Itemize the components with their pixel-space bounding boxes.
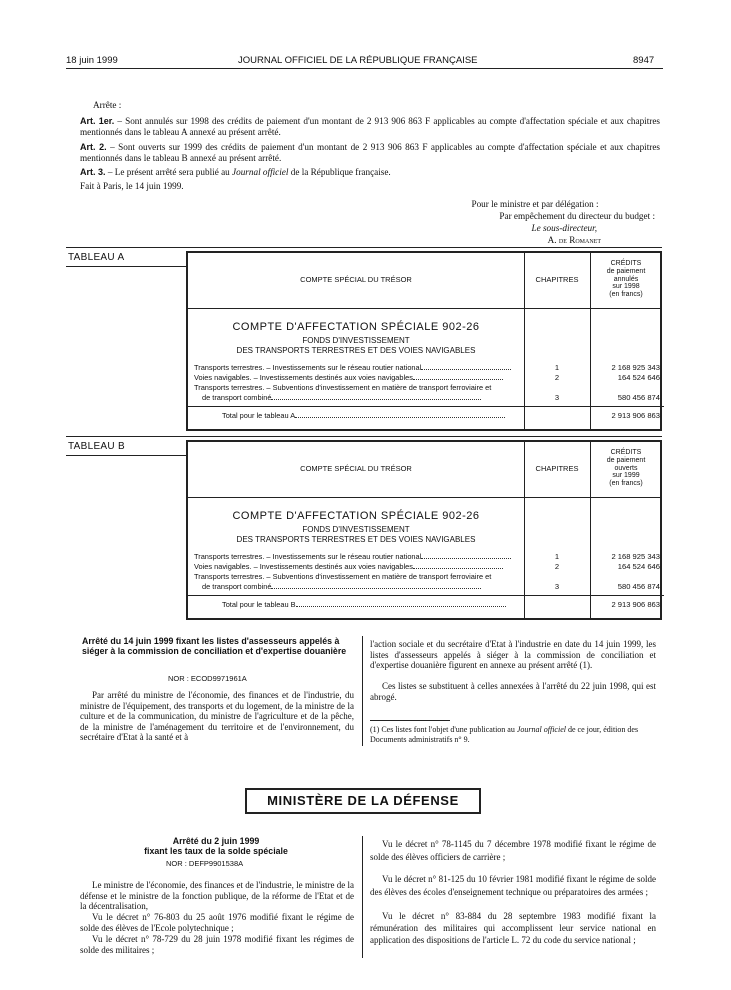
tableau-a-top-rule: [66, 247, 662, 248]
credits-line: CRÉDITS: [610, 449, 642, 456]
row-label: Transports terrestres. – Subventions d'investissement en matière de transport ferroviaire et: [194, 572, 492, 581]
row-amount: 580 456 874: [617, 582, 660, 591]
tableau-b-sub-1: FONDS D'INVESTISSEMENT: [302, 525, 410, 534]
footnote-text-a: (1) Ces listes font l'objet d'une publication au: [370, 725, 517, 734]
signature-line-2: Par empêchement du directeur du budget :: [499, 211, 655, 221]
header-rule: [66, 68, 663, 69]
header-journal-title: JOURNAL OFFICIEL DE LA RÉPUBLIQUE FRANÇAISE: [238, 55, 478, 66]
tableau-a-total: 2 913 906 863: [611, 411, 660, 420]
table-row: [194, 562, 524, 572]
article-3-label: Art. 3.: [80, 167, 106, 177]
tableau-b-total-row: [222, 600, 552, 610]
row-label: Transports terrestres. – Investissements sur le réseau routier national: [194, 552, 422, 561]
table-row: [194, 383, 524, 393]
assesseurs-paragraph-2: l'action sociale et du secrétaire d'Etat à l'industrie en date du 14 juin 1999, les listes d'assesseurs appelés à siéger à la commission de conciliation et d'expertise douanière figurent en annexe au présent arrêté (1).: [370, 639, 656, 671]
article-3-text-a: – Le présent arrêté sera publié au: [105, 167, 233, 177]
row-label: Voies navigables. – Investissements destinés aux voies navigables: [194, 562, 413, 571]
row-label: Voies navigables. – Investissements destinés aux voies navigables: [194, 373, 413, 382]
tableau-b-col-chapitres: CHAPITRES: [535, 464, 579, 473]
row-label: Transports terrestres. – Investissements sur le réseau routier national: [194, 363, 422, 372]
credits-line: (en francs): [609, 480, 643, 488]
header-page-number: 8947: [633, 55, 655, 66]
row-amount: 580 456 874: [617, 393, 660, 402]
table-row: [194, 572, 524, 582]
assesseurs-nor: NOR : ECOD9971961A: [168, 674, 247, 683]
credits-line: (en francs): [609, 291, 643, 299]
tableau-a: [186, 251, 662, 431]
tableau-a-label: TABLEAU A: [68, 252, 125, 263]
assesseurs-paragraph-1: Par arrêté du ministre de l'économie, des finances et de l'industrie, du ministre de l'équipement, des transports et du logement, de la ministre de la culture et de la communication, du ministre de l'agriculture et de la pêche, de la ministre de l'aménagement du territoire et de l'environnement, du secrétaire d'Etat à la santé et à: [80, 690, 354, 743]
signature-line-3: Le sous-directeur,: [531, 223, 597, 233]
leader-dots: [413, 568, 503, 569]
leader-dots: [296, 606, 506, 607]
tableau-a-account-title: COMPTE D'AFFECTATION SPÉCIALE 902-26: [232, 321, 480, 333]
row-amount: 164 524 646: [617, 373, 660, 382]
leader-dots: [421, 558, 511, 559]
leader-dots: [271, 588, 481, 589]
assesseurs-paragraph-3: Ces listes se substituent à celles annexées à l'arrêté du 22 juin 1998, qui est abrogé.: [370, 681, 656, 702]
tableau-a-sub-1: FONDS D'INVESTISSEMENT: [302, 336, 410, 345]
solde-paragraph-1: Le ministre de l'économie, des finances et de l'industrie, le ministre de la défense et le ministre de la fonction publique, de la réforme de l'Etat et de la décentralisation,: [80, 880, 354, 912]
article-2-text: – Sont ouverts sur 1999 des crédits de paiement d'un montant de 2 913 906 863 F applicables au compte d'affectation spéciale et aux chapitres mentionnés dans le tableau B annexé au présent arrêté.: [80, 142, 660, 163]
total-label: Total pour le tableau A: [222, 411, 296, 420]
tableau-b-sub-2: DES TRANSPORTS TERRESTRES ET DES VOIES NAVIGABLES: [236, 535, 476, 544]
tableau-a-total-row: [222, 411, 552, 421]
row-label: de transport combiné: [202, 582, 272, 591]
column-divider: [362, 636, 363, 746]
tableau-b-col-compte: COMPTE SPÉCIAL DU TRÉSOR: [300, 464, 412, 473]
solde-right-paragraph-1: Vu le décret n° 78-1145 du 7 décembre 1978 modifié fixant le régime de solde des élèves officiers de carrière ;: [370, 839, 656, 862]
article-2: [80, 142, 660, 164]
row-chapitre: 2: [554, 562, 560, 571]
row-amount: 2 168 925 343: [611, 552, 660, 561]
credits-line: annulés: [613, 275, 639, 283]
footnote-rule: [370, 720, 450, 721]
table-row: [194, 373, 524, 383]
credits-line: sur 1998: [612, 283, 640, 291]
signature-name: A. de Romanet: [547, 235, 601, 245]
row-chapitre: 1: [554, 363, 560, 372]
row-label: Transports terrestres. – Subventions d'investissement en matière de transport ferroviaire et: [194, 383, 492, 392]
table-row: [194, 363, 524, 373]
article-1-label: Art. 1er.: [80, 116, 115, 126]
article-1-text: – Sont annulés sur 1998 des crédits de paiement d'un montant de 2 913 906 863 F applicables au compte d'affectation spéciale et aux chapitres mentionnés dans le tableau A annexé au présent arrêté.: [80, 116, 660, 137]
signature-line-1: Pour le ministre et par délégation :: [471, 199, 599, 209]
total-label: Total pour le tableau B: [222, 600, 296, 609]
solde-title-1: Arrêté du 2 juin 1999: [172, 836, 260, 846]
article-3-text-b: de la République française.: [288, 167, 391, 177]
leader-dots: [413, 379, 503, 380]
footnote: [370, 725, 660, 745]
credits-line: ouverts: [614, 464, 638, 472]
leader-dots: [271, 399, 481, 400]
signature-block: [355, 198, 655, 246]
row-amount: 164 524 646: [617, 562, 660, 571]
header-date: 18 juin 1999: [66, 55, 118, 66]
solde-nor: NOR : DEFP9901538A: [166, 859, 244, 868]
tableau-b: [186, 440, 662, 620]
table-row-continued: [202, 582, 532, 592]
leader-dots: [421, 369, 511, 370]
ministry-heading: MINISTÈRE DE LA DÉFENSE: [245, 788, 481, 814]
solde-right-paragraph-3: Vu le décret n° 83-884 du 28 septembre 1983 modifié fixant la rémunération des militaires qui accomplissent leur service national en application des dispositions de l'article L. 72 du code du service national ;: [370, 911, 656, 945]
row-amount: 2 168 925 343: [611, 363, 660, 372]
tableau-b-col-credits: [590, 449, 662, 488]
credits-line: de paiement: [606, 456, 646, 464]
row-label: de transport combiné: [202, 393, 272, 402]
row-chapitre: 3: [554, 393, 560, 402]
leader-dots: [295, 417, 505, 418]
solde-paragraph-3: Vu le décret n° 78-729 du 28 juin 1978 modifié fixant les régimes de solde des militaires ;: [80, 934, 354, 955]
solde-paragraph-2: Vu le décret n° 76-803 du 25 août 1976 modifié fixant le régime de solde des élèves de l'Ecole polytechnique ;: [80, 912, 354, 933]
credits-line: sur 1999: [612, 472, 640, 480]
column-divider: [362, 836, 363, 958]
tableau-b-total-rule: [188, 595, 664, 596]
tableau-b-top-rule: [66, 436, 662, 437]
row-chapitre: 3: [554, 582, 560, 591]
tableau-a-sub-2: DES TRANSPORTS TERRESTRES ET DES VOIES NAVIGABLES: [236, 346, 476, 355]
footnote-journal: Journal officiel: [516, 725, 566, 734]
fait-a-paris: Fait à Paris, le 14 juin 1999.: [80, 181, 184, 191]
tableau-b-total: 2 913 906 863: [611, 600, 660, 609]
row-chapitre: 2: [554, 373, 560, 382]
footnote-text-b: de ce jour, édition des Documents administratifs n° 9.: [370, 725, 639, 744]
article-1: [80, 116, 660, 138]
tableau-b-label-rule: [66, 455, 186, 456]
credits-line: de paiement: [606, 267, 646, 275]
solde-title-2: fixant les taux de la solde spéciale: [144, 846, 288, 856]
arrete-heading: Arrête :: [93, 100, 122, 110]
article-3: [80, 167, 660, 178]
article-2-label: Art. 2.: [80, 142, 107, 152]
tableau-a-col-chapitres: CHAPITRES: [535, 275, 579, 284]
solde-right-paragraph-2: Vu le décret n° 81-125 du 10 février 1981 modifié fixant le régime de solde des élèves des écoles d'enseignement technique ou préparatoires des armées ;: [370, 874, 656, 897]
article-3-journal: Journal officiel: [232, 167, 289, 177]
tableau-a-col-compte: COMPTE SPÉCIAL DU TRÉSOR: [300, 275, 412, 284]
tableau-a-label-rule: [66, 266, 186, 267]
table-row: [194, 552, 524, 562]
tableau-b-account-title: COMPTE D'AFFECTATION SPÉCIALE 902-26: [232, 510, 480, 522]
credits-line: CRÉDITS: [610, 260, 642, 267]
tableau-a-total-rule: [188, 406, 664, 407]
tableau-a-col-credits: [590, 260, 662, 299]
row-chapitre: 1: [554, 552, 560, 561]
table-row-continued: [202, 393, 532, 403]
tableau-b-label: TABLEAU B: [68, 441, 125, 452]
assesseurs-title: Arrêté du 14 juin 1999 fixant les listes d'assesseurs appelés à siéger à la commission de conciliation et d'expertise douanière: [82, 636, 347, 656]
